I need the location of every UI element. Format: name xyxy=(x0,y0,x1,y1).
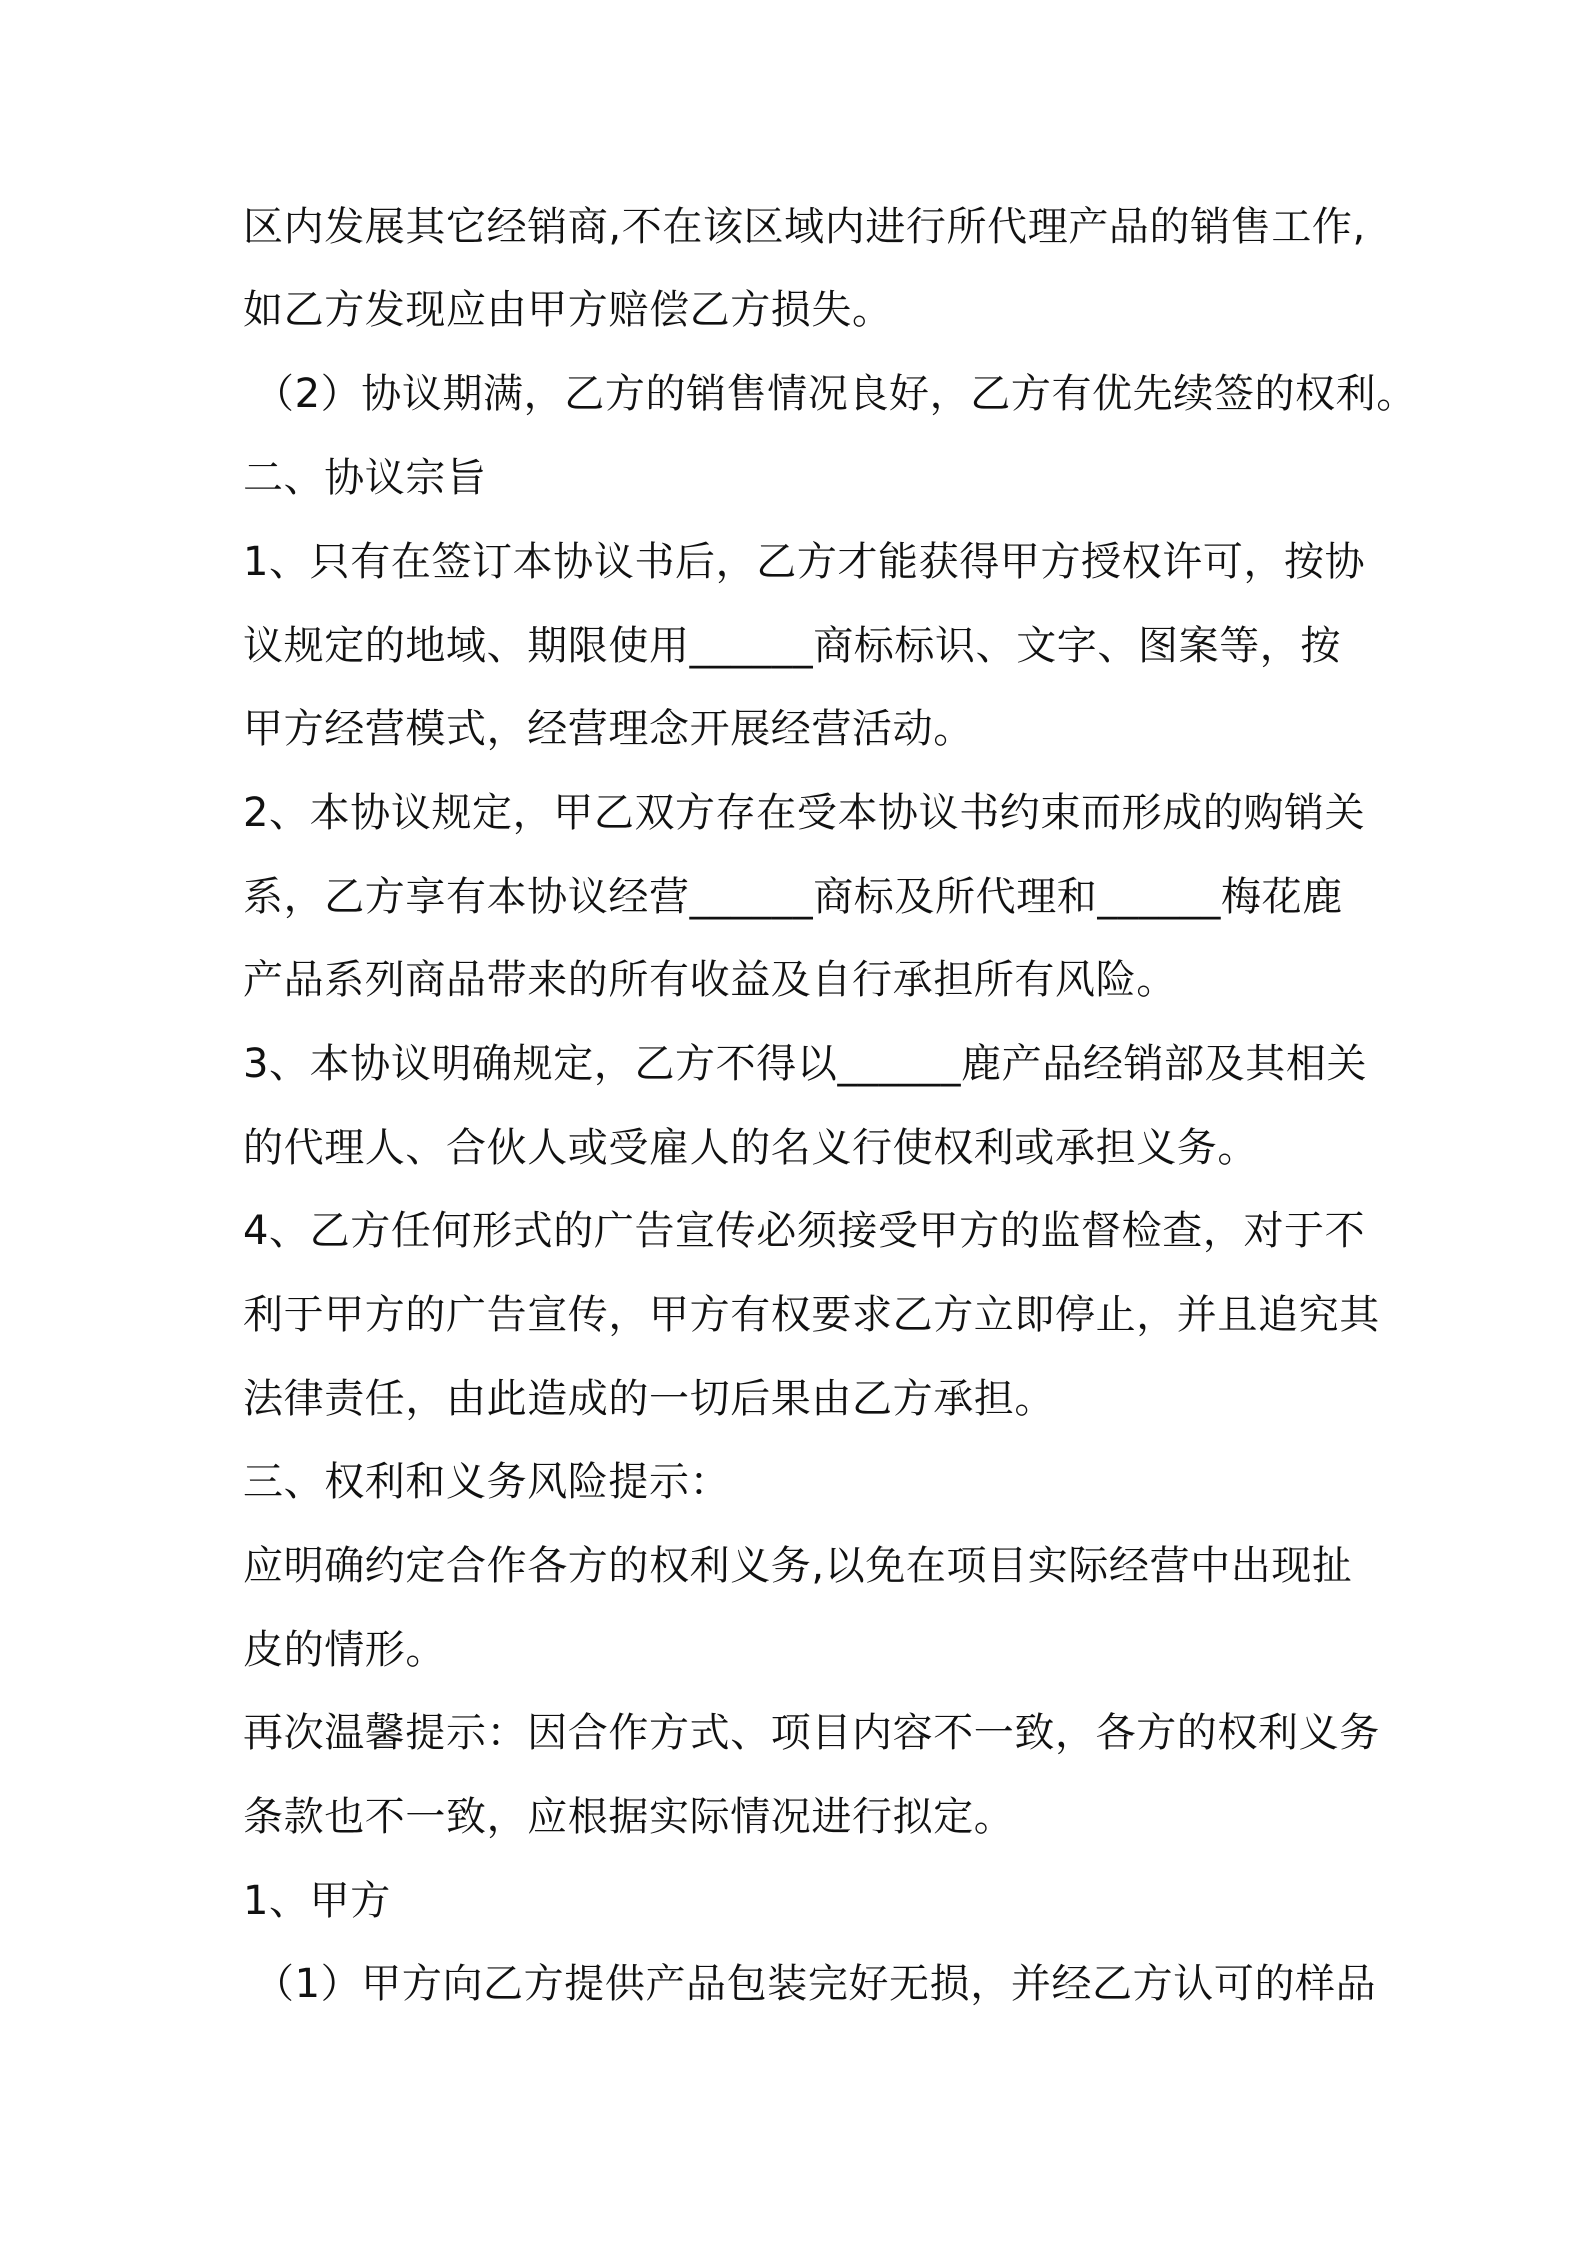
text-line: 甲方经营模式，经营理念开展经营活动。 xyxy=(243,706,974,752)
text-line: 如乙方发现应由甲方赔偿乙方损失。 xyxy=(243,287,893,333)
text-line: 系，乙方享有本协议经营______商标及所代理和______梅花鹿 xyxy=(243,874,1343,920)
text-line: 的代理人、合伙人或受雇人的名义行使权利或承担义务。 xyxy=(243,1125,1258,1171)
text-line: 1、只有在签订本协议书后，乙方才能获得甲方授权许可，按协 xyxy=(243,539,1366,585)
text-line: 条款也不一致，应根据实际情况进行拟定。 xyxy=(243,1794,1015,1840)
text-line: 产品系列商品带来的所有收益及自行承担所有风险。 xyxy=(243,957,1177,1003)
text-line: 4、乙方任何形式的广告宣传必须接受甲方的监督检查，对于不 xyxy=(243,1208,1366,1254)
text-line: 再次温馨提示：因合作方式、项目内容不一致，各方的权利义务 xyxy=(243,1710,1380,1756)
text-line: 2、本协议规定，甲乙双方存在受本协议书约束而形成的购销关 xyxy=(243,790,1366,836)
text-line: 法律责任，由此造成的一切后果由乙方承担。 xyxy=(243,1376,1055,1422)
section-heading: 二、协议宗旨 xyxy=(243,455,487,501)
text-line: 应明确约定合作各方的权利义务,以免在项目实际经营中出现扯 xyxy=(243,1543,1353,1589)
text-line: 利于甲方的广告宣传，甲方有权要求乙方立即停止，并且追究其 xyxy=(243,1292,1380,1338)
text-line: （1）甲方向乙方提供产品包装完好无损，并经乙方认可的样品 xyxy=(254,1961,1377,2007)
text-line: 区内发展其它经销商,不在该区域内进行所代理产品的销售工作, xyxy=(243,204,1366,250)
subsection-heading: 1、甲方 xyxy=(243,1878,391,1924)
section-heading: 三、权利和义务风险提示： xyxy=(243,1459,731,1505)
text-line: 皮的情形。 xyxy=(243,1627,446,1673)
text-line: 议规定的地域、期限使用______商标标识、文字、图案等，按 xyxy=(243,623,1341,669)
text-line: （2）协议期满，乙方的销售情况良好，乙方有优先续签的权利。 xyxy=(254,371,1417,417)
text-line: 3、本协议明确规定，乙方不得以______鹿产品经销部及其相关 xyxy=(243,1041,1368,1087)
